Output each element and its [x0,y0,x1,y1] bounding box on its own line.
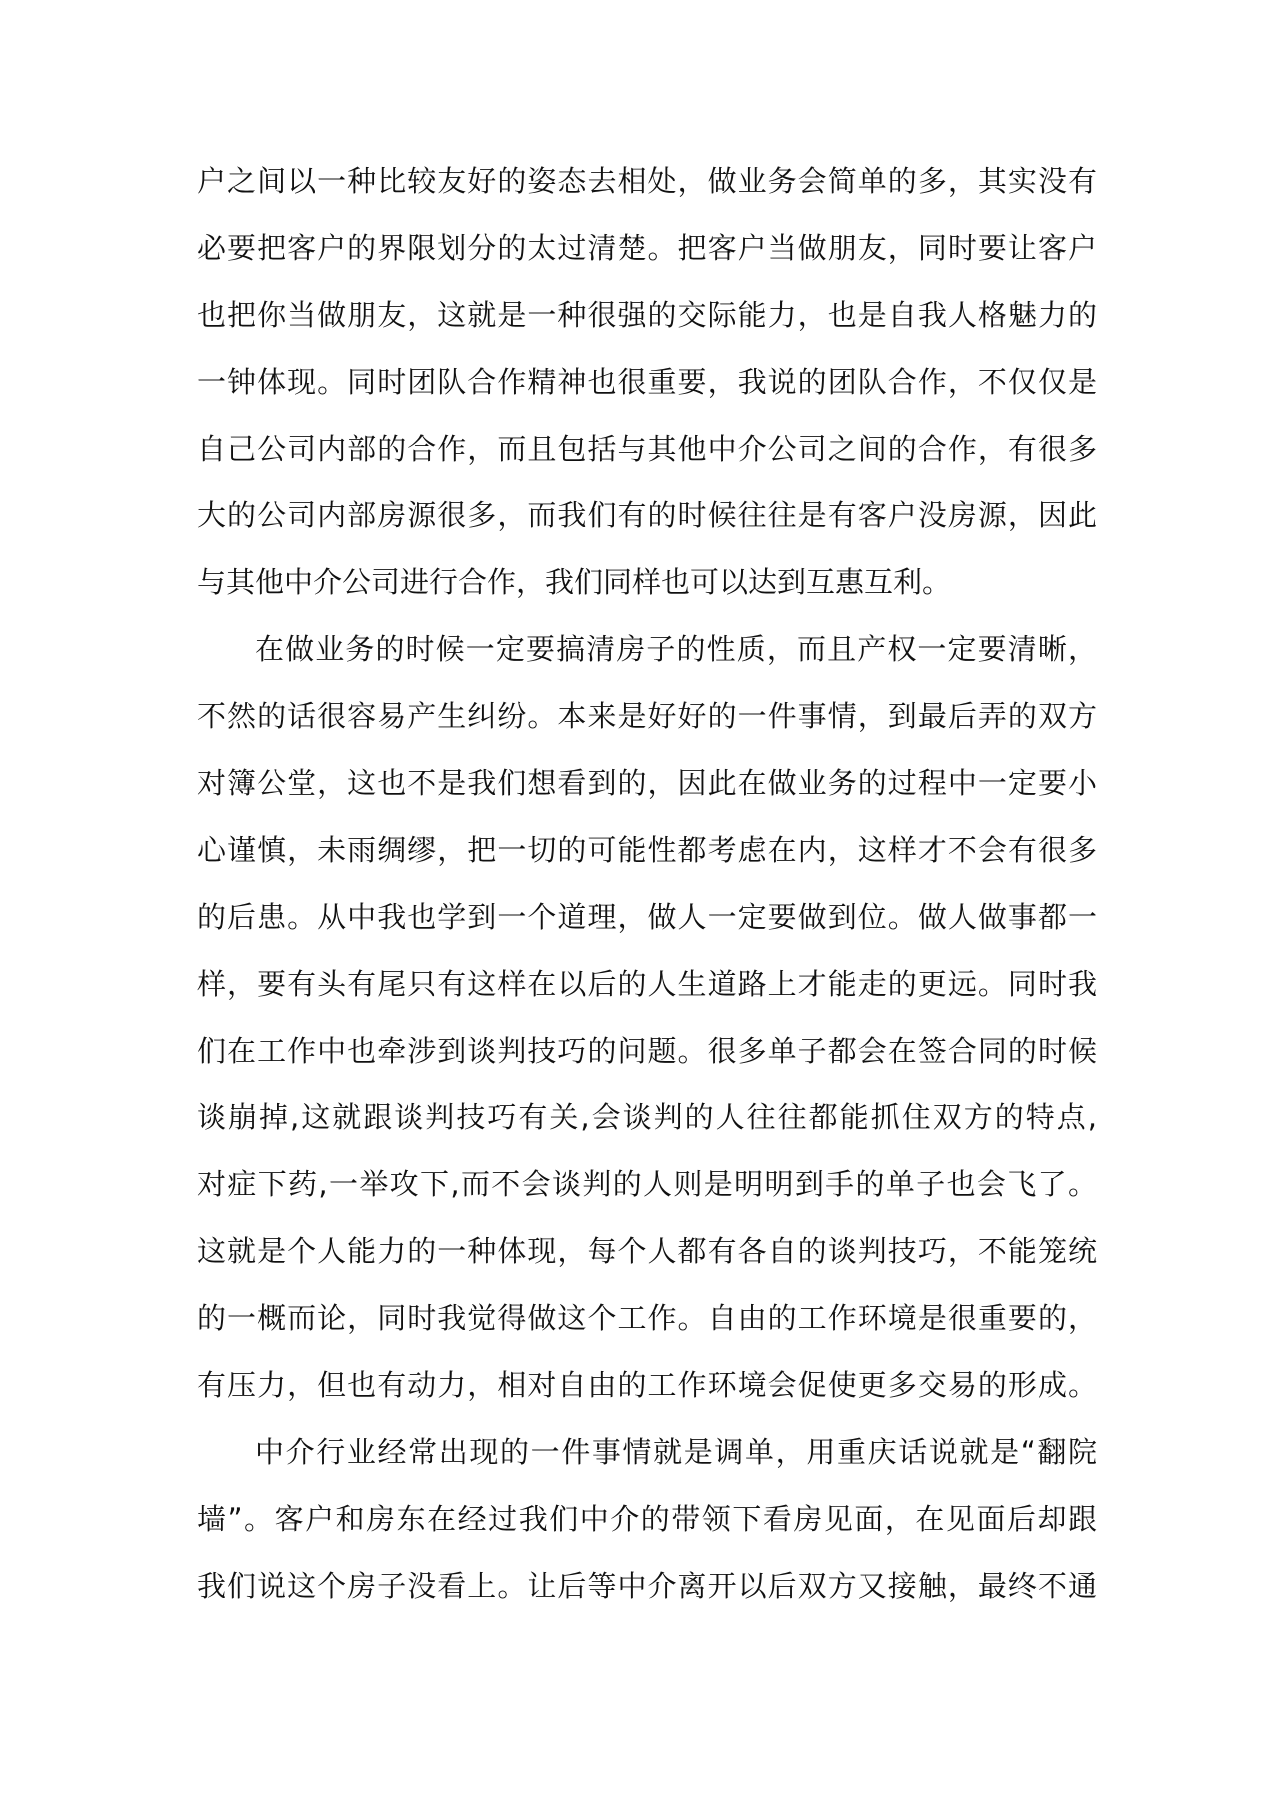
text-line: 心谨慎，未雨绸缪，把一切的可能性都考虑在内，这样才不会有很多 [197,832,1097,867]
text-line: 的一概而论，同时我觉得做这个工作。自由的工作环境是很重要的， [197,1301,1097,1336]
text-line: 也把你当做朋友，这就是一种很强的交际能力，也是自我人格魅力的 [197,297,1097,332]
text-line: 这就是个人能力的一种体现，每个人都有各自的谈判技巧，不能笼统 [197,1234,1097,1269]
text-line: 必要把客户的界限划分的太过清楚。把客户当做朋友，同时要让客户 [197,230,1097,265]
paragraph-first-line: 中介行业经常出现的一件事情就是调单，用重庆话说就是“翻院 [255,1434,1097,1469]
text-line: 谈崩掉,这就跟谈判技巧有关,会谈判的人往往都能抓住双方的特点, [197,1100,1097,1135]
text-line: 与其他中介公司进行合作，我们同样也可以达到互惠互利。 [197,565,952,600]
text-line: 有压力，但也有动力，相对自由的工作环境会促使更多交易的形成。 [197,1368,1097,1403]
text-line: 一钟体现。同时团队合作精神也很重要，我说的团队合作，不仅仅是 [197,364,1097,399]
text-line: 墙”。客户和房东在经过我们中介的带领下看房见面，在见面后却跟 [197,1501,1097,1536]
text-line: 的后患。从中我也学到一个道理，做人一定要做到位。做人做事都一 [197,899,1097,934]
text-line: 我们说这个房子没看上。让后等中介离开以后双方又接触，最终不通 [197,1568,1097,1603]
paragraph-first-line: 在做业务的时候一定要搞清房子的性质，而且产权一定要清晰， [255,632,1097,667]
text-line: 户之间以一种比较友好的姿态去相处，做业务会简单的多，其实没有 [197,164,1097,198]
text-line: 们在工作中也牵涉到谈判技巧的问题。很多单子都会在签合同的时候 [197,1033,1097,1068]
text-line: 自己公司内部的合作，而且包括与其他中介公司之间的合作，有很多 [197,431,1097,466]
text-line: 不然的话很容易产生纠纷。本来是好好的一件事情，到最后弄的双方 [197,699,1097,734]
body-text [197,161,1097,1633]
text-line: 样，要有头有尾只有这样在以后的人生道路上才能走的更远。同时我 [197,966,1097,1001]
text-line: 对症下药,一举攻下,而不会谈判的人则是明明到手的单子也会飞了。 [197,1167,1097,1202]
text-line: 对簿公堂，这也不是我们想看到的，因此在做业务的过程中一定要小 [197,766,1097,801]
text-line: 大的公司内部房源很多，而我们有的时候往往是有客户没房源，因此 [197,498,1097,533]
